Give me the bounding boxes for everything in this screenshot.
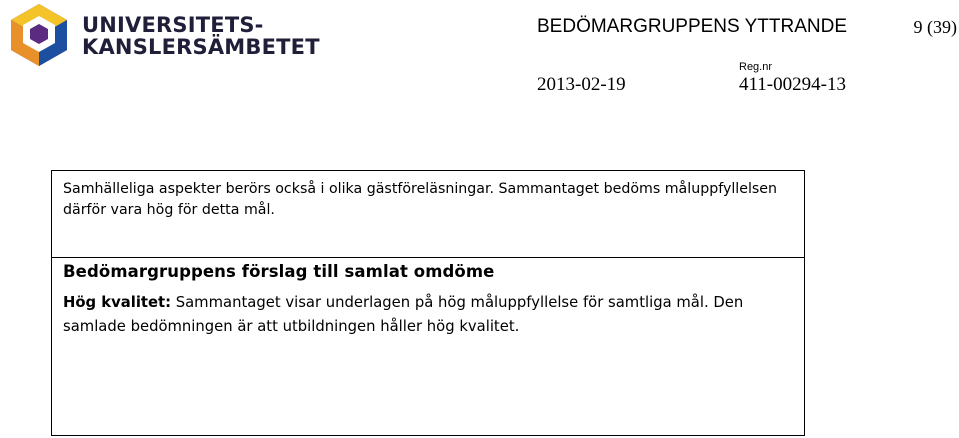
section-heading: Bedömargruppens förslag till samlat omdöme	[63, 262, 495, 281]
uka-logo-icon	[6, 2, 72, 68]
document-date: 2013-02-19	[537, 74, 626, 95]
assessment-paragraph: Samhälleliga aspekter berörs också i olika gästföreläsningar. Sammantaget bedöms måluppfyllelsen därför vara hög för detta mål.	[63, 181, 778, 218]
logo-wordmark	[82, 14, 320, 58]
overall-verdict-box	[51, 257, 805, 436]
reg-number-label: Reg.nr	[739, 61, 773, 73]
logo-line-1: UNIVERSITETS-	[82, 13, 264, 37]
verdict-text: Sammantaget visar underlagen på hög måluppfyllelse för samtliga mål. Den samlade bedömningen är att utbildningen håller hög kvalitet.	[63, 294, 744, 335]
verdict-paragraph	[63, 291, 794, 339]
assessment-text-box	[51, 170, 805, 258]
document-title: BEDÖMARGRUPPENS YTTRANDE	[537, 16, 848, 37]
verdict-label: Hög kvalitet:	[63, 294, 172, 311]
page-number: 9 (39)	[913, 17, 957, 37]
logo-line-2: KANSLERSÄMBETET	[82, 35, 320, 59]
reg-number: 411-00294-13	[739, 74, 846, 95]
